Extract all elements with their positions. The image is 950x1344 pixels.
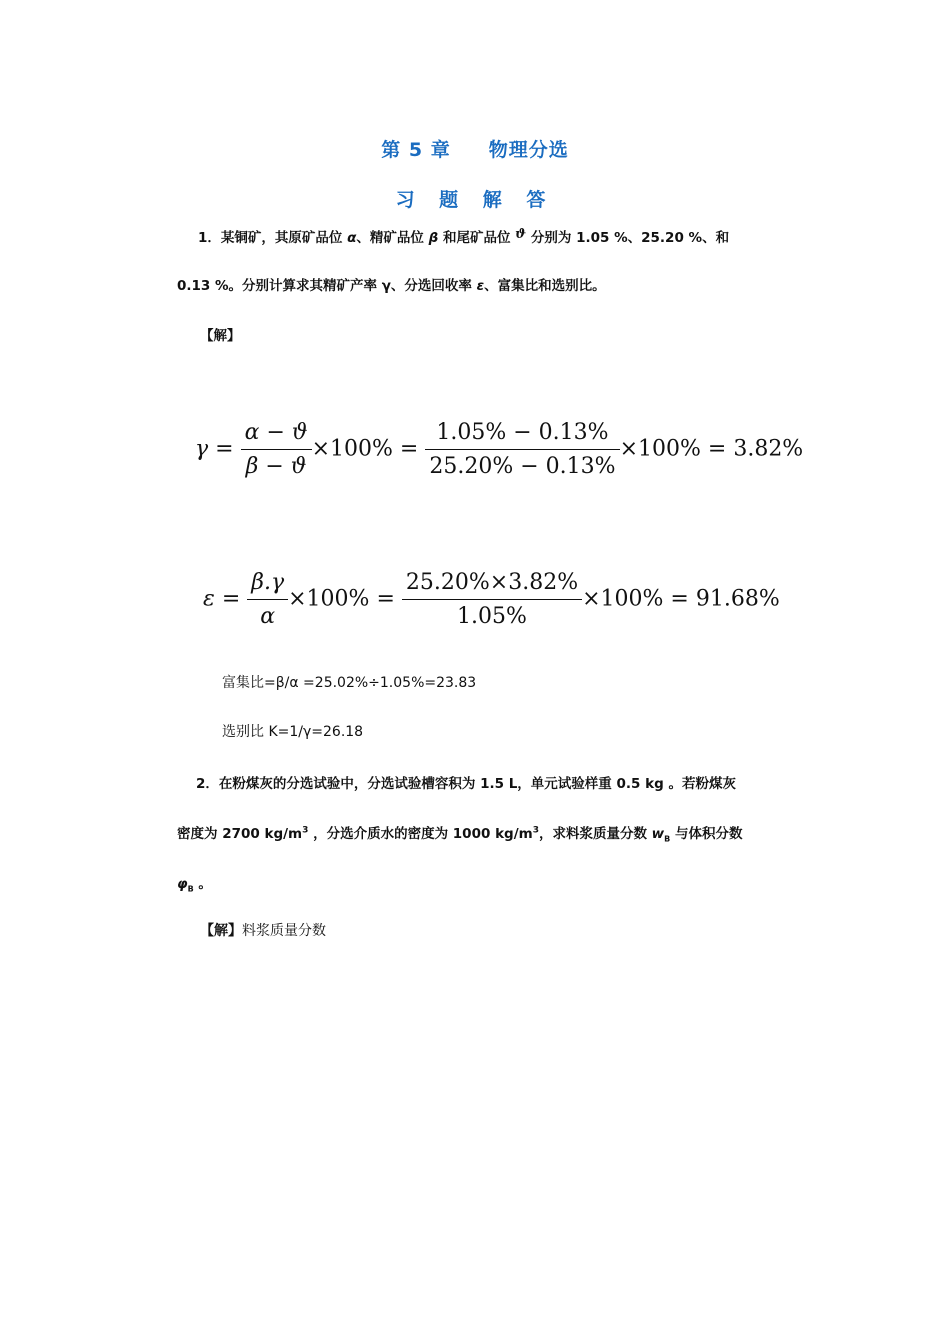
theta-symbol: ϑ (515, 227, 527, 242)
selection-ratio: 选别比 K=1/γ=26.18 (222, 724, 364, 740)
formula2-lhs: ε (203, 586, 215, 612)
problem1-solution-label: 【解】 (200, 328, 241, 344)
alpha-symbol: α (347, 230, 357, 246)
formula1-result: ×100% = 3.82% (619, 436, 804, 462)
formula-recovery: ε = $\frac{\beta.\gamma}{\alpha}$ ×100% = $\frac{25.20\%\times 3.82\%}{1.05\%}$ ×100% = 91.68% (203, 570, 780, 629)
problem2-line2: 密度为 2700 $kg/m^3$ ，分选介质水的密度为 1000 $kg/m^3$，求料浆质量分数 $w_B$ 与体积分数 (177, 825, 743, 844)
chapter-number: 第 5 章 (381, 139, 451, 161)
phi-symbol: φ (177, 876, 188, 892)
formula2-fraction-symbolic: $\frac{\beta.\gamma}{\alpha}$ (247, 570, 288, 629)
problem1-line1: 1．某铜矿，其原矿品位 α、精矿品位 β 和尾矿品位 ϑ 分别为 1.05 %、25.20 %、和 (198, 227, 730, 246)
section-title: 习 题 解 答 (395, 189, 555, 211)
formula2-result: ×100% = 91.68% (582, 586, 780, 612)
formula-yield: γ = $\frac{\alpha - ϑ}{\beta - ϑ}$ ×100% = $\frac{1.05\% - 0.13\%}{25.20\% - 0.13\%}$ ×100% = 3.82% (195, 420, 804, 479)
formula1-fraction-symbolic: $\frac{\alpha - ϑ}{\beta - ϑ}$ (241, 420, 312, 479)
w-symbol: w (651, 826, 665, 842)
enrichment-ratio: 富集比=β/α =25.02%÷1.05%=23.83 (222, 675, 477, 691)
formula1-fraction-numeric: $\frac{1.05\% - 0.13\%}{25.20\% - 0.13\%}$ (425, 420, 619, 479)
problem1-line2: 0.13 %。分别计算求其精矿产率 γ、分选回收率 ε、富集比和选别比。 (177, 278, 606, 294)
formula2-fraction-numeric: $\frac{25.20\%\times 3.82\%}{1.05\%}$ (402, 570, 582, 629)
epsilon-symbol: ε (476, 278, 485, 294)
formula1-lhs: γ (195, 436, 209, 462)
problem2-solution: 【解】料浆质量分数 (200, 923, 326, 939)
problem2-line3: $\varphi_B$ 。 (177, 876, 212, 894)
problem2-line1: 2．在粉煤灰的分选试验中，分选试验槽容积为 1.5 L，单元试验样重 0.5 kg 。若粉煤灰 (196, 776, 736, 792)
beta-symbol: β (428, 230, 439, 246)
chapter-name: 物理分选 (488, 139, 569, 161)
chapter-title (0, 135, 950, 162)
